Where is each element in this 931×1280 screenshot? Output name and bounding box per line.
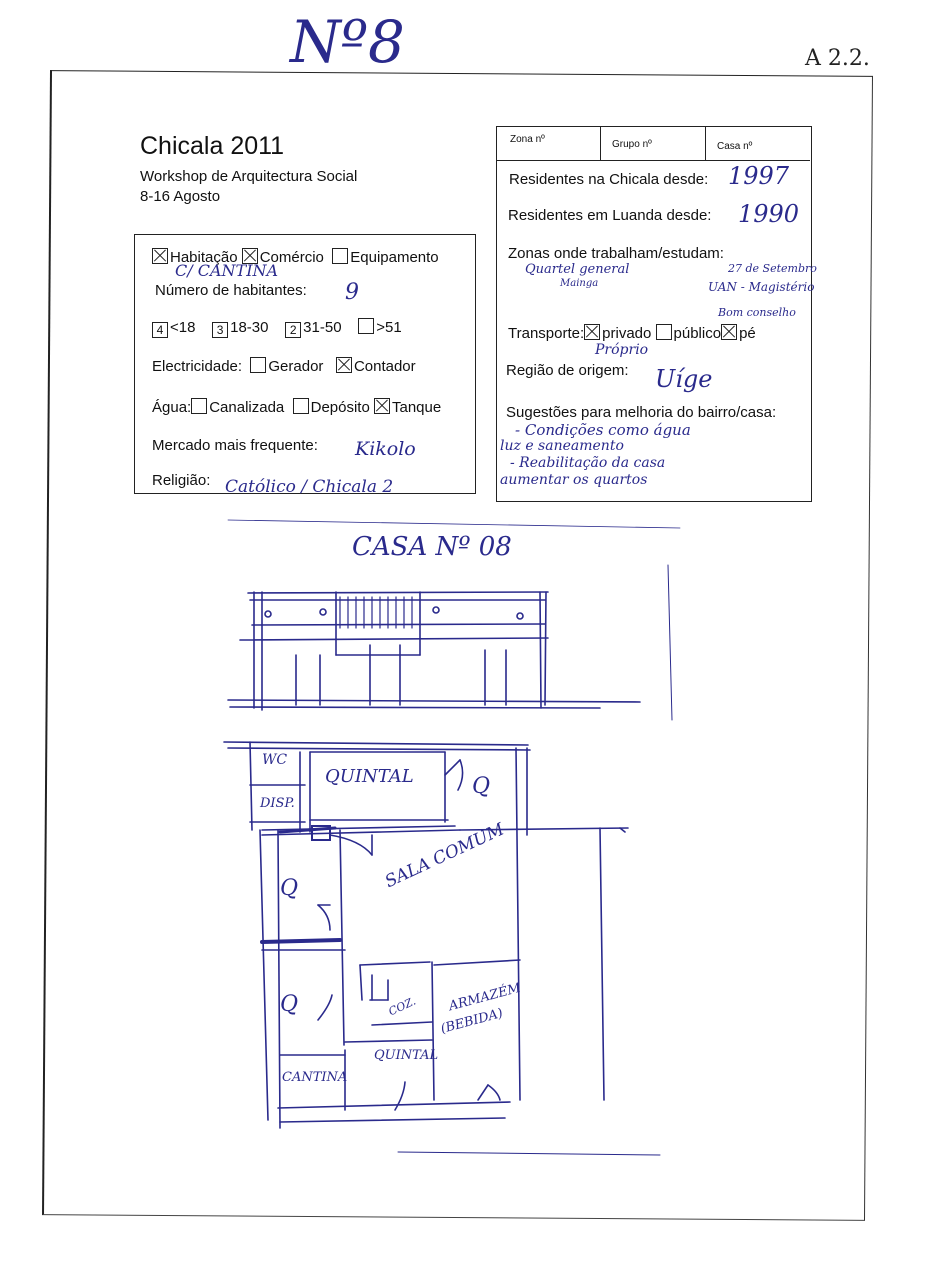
sketch-label-sala: SALA COMUM xyxy=(382,819,508,893)
equipamento-label: Equipamento xyxy=(350,249,439,266)
religiao-value[interactable]: Católico / Chicala 2 xyxy=(225,477,394,497)
age-18-30-count[interactable]: 3 xyxy=(212,322,228,338)
zonas-label: Zonas onde trabalham/estudam: xyxy=(508,245,724,262)
sketch-label-quintal-top: QUINTAL xyxy=(325,766,414,787)
form-title: Chicala 2011 xyxy=(140,132,285,160)
sugestoes-line-4[interactable]: aumentar os quartos xyxy=(500,472,648,488)
electricidade-label: Electricidade: xyxy=(152,358,243,375)
sugestoes-line-2[interactable]: luz e saneamento xyxy=(500,438,624,454)
sketch-label-cantina: CANTINA xyxy=(282,1070,348,1085)
tanque-label: Tanque xyxy=(391,399,442,416)
sketch-label-quintal-bottom: QUINTAL xyxy=(374,1048,439,1063)
sketch-caption: CASA Nº 08 xyxy=(352,532,512,562)
residentes-luanda-value[interactable]: 1990 xyxy=(738,200,800,228)
sketch-label-disp: DISP. xyxy=(260,796,295,811)
pe-label: pé xyxy=(739,325,756,342)
agua-label: Água: xyxy=(152,399,192,416)
sketch-label-quarto-2: Q xyxy=(280,876,299,901)
zonas-value-2[interactable]: Mainga xyxy=(560,278,599,289)
form-subtitle: Workshop de Arquitectura Social xyxy=(140,168,358,185)
page-number-mark: Nº8 xyxy=(290,8,405,76)
zonas-value-5[interactable]: Bom conselho xyxy=(718,306,796,319)
contador-label: Contador xyxy=(353,358,416,375)
age-18-30-label: 18-30 xyxy=(230,319,269,336)
form-dates: 8-16 Agosto xyxy=(140,188,221,205)
sketch-label-bebida: (BEBIDA) xyxy=(439,1006,505,1037)
sketch-label-armazem: ARMAZÉM xyxy=(447,980,523,1015)
age-lt18-label: <18 xyxy=(170,319,196,336)
canalizada-label: Canalizada xyxy=(209,399,285,416)
habitantes-label: Número de habitantes: xyxy=(155,282,307,299)
age-31-50-count[interactable]: 2 xyxy=(285,322,301,338)
transporte-label: Transporte: xyxy=(508,325,585,342)
regiao-label: Região de origem: xyxy=(506,362,629,379)
use-note: C/ CANTINA xyxy=(175,261,279,280)
deposito-label: Depósito xyxy=(310,399,370,416)
privado-label: privado xyxy=(602,325,652,342)
sugestoes-line-3[interactable]: - Reabilitação da casa xyxy=(510,455,666,471)
zonas-value-3[interactable]: 27 de Setembro xyxy=(728,262,817,275)
age-lt18-count[interactable]: 4 xyxy=(152,322,168,338)
mercado-label: Mercado mais frequente: xyxy=(152,437,318,454)
sketch-label-quarto-3: Q xyxy=(280,992,299,1017)
sketch-label-wc: WC xyxy=(262,752,288,768)
grupo-label: Grupo nº xyxy=(612,139,652,150)
page-code-mark: A 2.2. xyxy=(805,46,870,71)
residentes-chicala-value[interactable]: 1997 xyxy=(728,162,790,190)
regiao-value[interactable]: Uíge xyxy=(655,365,713,393)
transporte-note: Próprio xyxy=(595,342,649,358)
habitantes-value[interactable]: 9 xyxy=(345,280,359,305)
residentes-chicala-label: Residentes na Chicala desde: xyxy=(509,171,709,188)
age-31-50-label: 31-50 xyxy=(303,319,342,336)
sketch-label-quarto-1: Q xyxy=(472,774,491,799)
habitacao-label: Habitação xyxy=(170,249,238,266)
publico-label: público xyxy=(673,325,722,342)
residentes-luanda-label: Residentes em Luanda desde: xyxy=(508,207,712,224)
zonas-value-1[interactable]: Quartel general xyxy=(525,262,630,277)
age-gt51-label: >51 xyxy=(376,319,402,336)
sugestoes-line-1[interactable]: - Condições como água xyxy=(515,421,691,439)
zonas-value-4[interactable]: UAN - Magistério xyxy=(708,280,815,294)
mercado-value[interactable]: Kikolo xyxy=(355,438,416,460)
comercio-label: Comércio xyxy=(259,249,324,266)
sugestoes-label: Sugestões para melhoria do bairro/casa: xyxy=(506,404,777,421)
sketch-label-cozinha: COZ. xyxy=(386,994,418,1019)
gerador-label: Gerador xyxy=(268,358,324,375)
religiao-label: Religião: xyxy=(152,472,211,489)
zona-label: Zona nº xyxy=(510,134,545,145)
casa-label: Casa nº xyxy=(717,141,753,152)
